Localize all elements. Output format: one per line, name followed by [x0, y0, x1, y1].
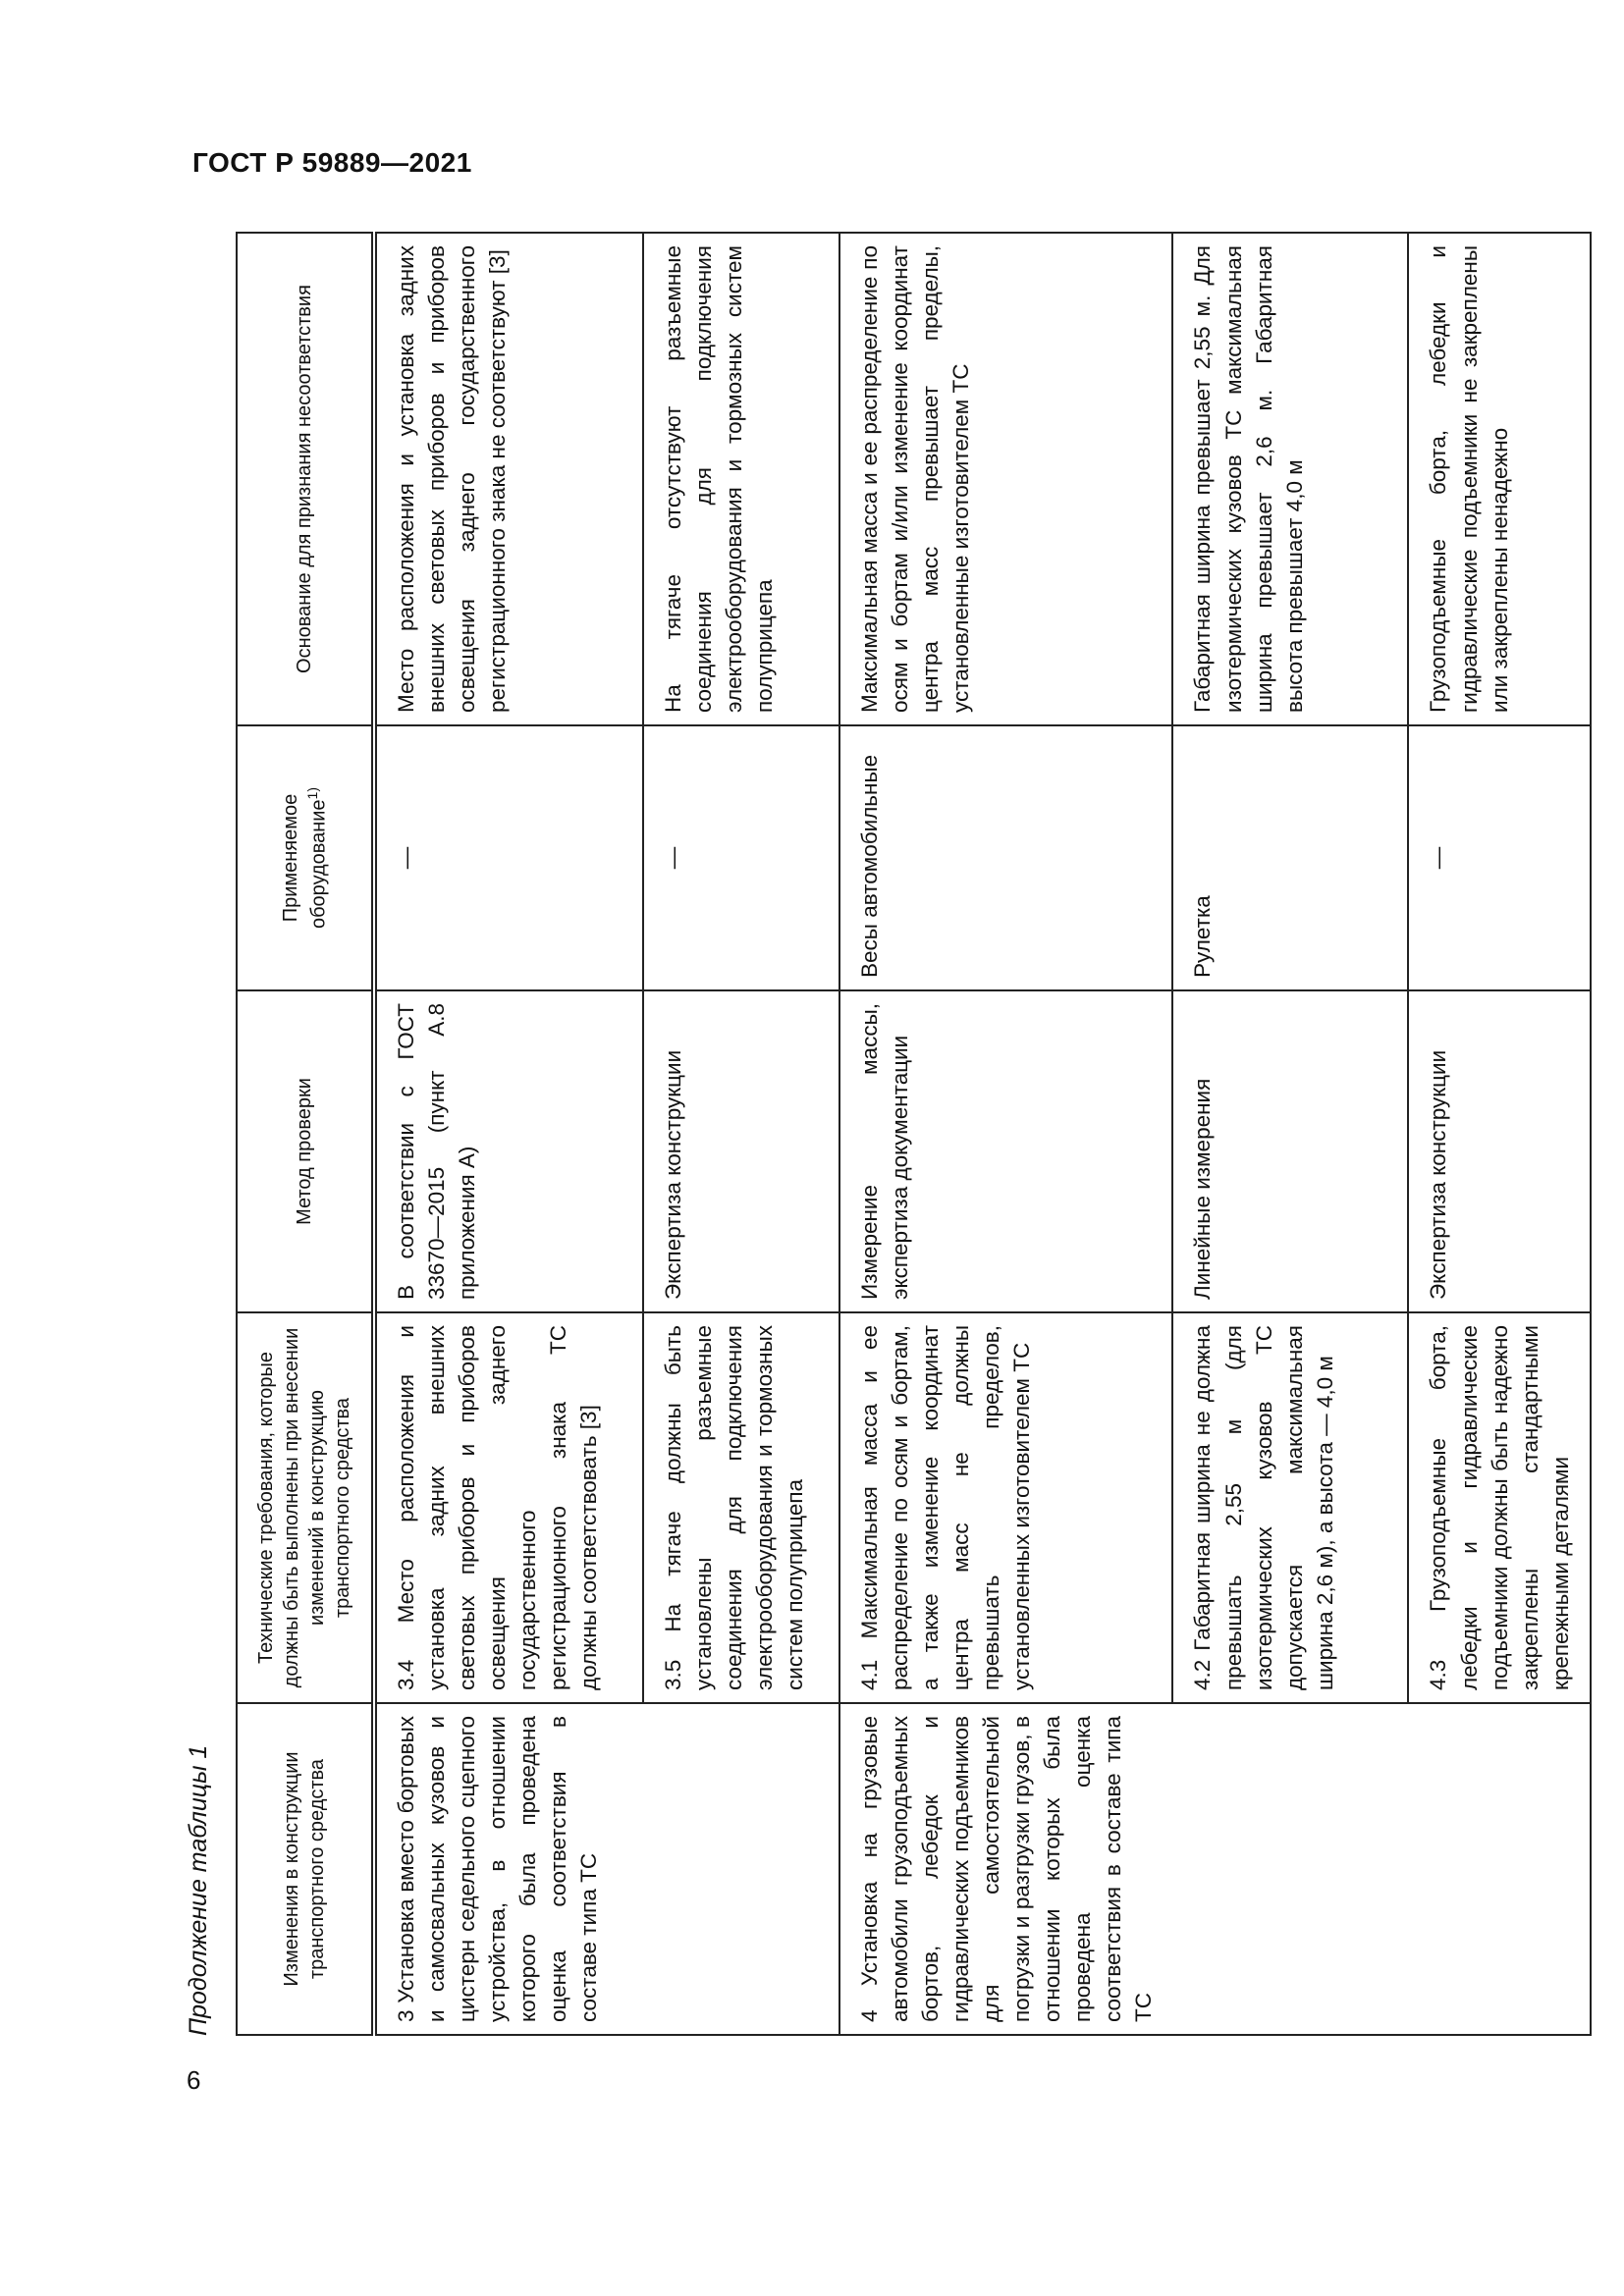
cell-method: Линейные измерения [1172, 990, 1408, 1312]
cell-method: Экспертиза конструкции [1408, 990, 1590, 1312]
rotated-table-region [185, 234, 1573, 2036]
cell-requirement: 3.5 На тягаче должны быть установлены разъемные соединения для подключения электрооборудования и тормозных систем полуприцепа [643, 1312, 839, 1703]
header-equipment-label: Применяемое оборудование [279, 793, 330, 930]
header-requirement: Технические требования, которые должны быть выполнены при внесении изменений в конструкцию транспортного средства [237, 1312, 374, 1703]
header-equipment-footnote: 1) [303, 786, 320, 800]
cell-change: 3 Установка вместо бортовых и самосвальных кузовов и цистерн седельного сцепного устройства, в отношении которого была проведена оценка соответствия в составе типа ТС [374, 1703, 643, 2035]
cell-equipment: — [643, 725, 839, 990]
cell-equipment: Рулетка [1172, 725, 1408, 990]
cell-requirement: 4.2 Габаритная ширина не должна превышать 2,55 м (для изотермических кузовов ТС допускается максимальная ширина 2,6 м), а высота — 4,0 м [1172, 1312, 1408, 1703]
cell-requirement: 4.1 Максимальная масса и ее распределение по осям и бортам, а также изменение координат центра масс не должны превышать пределов, установленных изготовителем ТС [839, 1312, 1172, 1703]
cell-basis: Максимальная масса и ее распределение по осям и бортам и/или изменение координат центра масс превышает пределы, установленные изготовителем ТС [839, 233, 1172, 725]
header-equipment [237, 725, 374, 990]
requirements-table [236, 232, 1592, 2036]
cell-change: 4 Установка на грузовые автомобили грузоподъемных бортов, лебедок и гидравлических подъемников для самостоятельной погрузки и разгрузки грузов, в отношении которых была проведена оценка соответствия в составе типа ТС [839, 1703, 1172, 2035]
cell-basis: Грузоподъемные борта, лебедки и гидравлические подъемники не закреплены или закреплены ненадежно [1408, 233, 1590, 725]
cell-basis: На тягаче отсутствуют разъемные соединения для подключения электрооборудования и тормозных систем полуприцепа [643, 233, 839, 725]
cell-basis: Место расположения и установка задних внешних световых приборов и приборов освещения заднего государственного регистрационного знака не соответствуют [3] [374, 233, 643, 725]
cell-change [1408, 1703, 1590, 2035]
cell-change [643, 1703, 839, 2035]
table-row [1408, 233, 1590, 2035]
cell-basis: Габаритная ширина превышает 2,55 м. Для изотермических кузовов ТС максимальная ширина превышает 2,6 м. Габаритная высота превышает 4,0 м [1172, 233, 1408, 725]
table-row [374, 233, 643, 2035]
table-row [839, 233, 1172, 2035]
table-row [1172, 233, 1408, 2035]
cell-requirement: 4.3 Грузоподъемные борта, лебедки и гидравлические подъемники должны быть надежно закреплены стандартными крепежными деталями [1408, 1312, 1590, 1703]
header-change: Изменения в конструкции транспортного средства [237, 1703, 374, 2035]
header-method: Метод проверки [237, 990, 374, 1312]
document-header: ГОСТ Р 59889—2021 [192, 147, 472, 178]
page-number: 6 [187, 2065, 201, 2095]
cell-method: Экспертиза конструкции [643, 990, 839, 1312]
cell-change [1172, 1703, 1408, 2035]
cell-equipment: — [1408, 725, 1590, 990]
cell-method: В соответствии с ГОСТ 33670—2015 (пункт А.8 приложения А) [374, 990, 643, 1312]
table-row [643, 233, 839, 2035]
header-basis: Основание для признания несоответствия [237, 233, 374, 725]
cell-method: Измерение массы, экспертиза документации [839, 990, 1172, 1312]
cell-requirement: 3.4 Место расположения и установка задних внешних световых приборов и приборов освещения заднего государственного регистрационного знака ТС должны соответствовать [3] [374, 1312, 643, 1703]
cell-equipment: Весы автомобильные [839, 725, 1172, 990]
cell-equipment: — [374, 725, 643, 990]
table-continuation-caption: Продолжение таблицы 1 [185, 1744, 212, 2036]
